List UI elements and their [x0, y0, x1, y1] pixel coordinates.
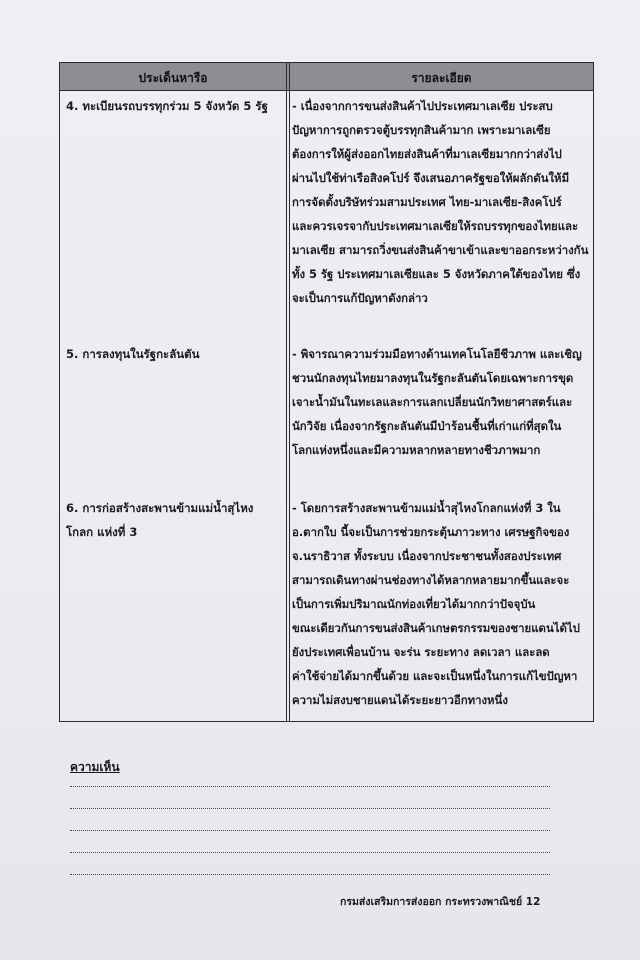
detail-line: ค่าใช้จ่ายได้มากขึ้นด้วย และจะเป็นหนึ่งในการแก้ไขปัญหา	[292, 669, 578, 683]
detail-line: ทั้ง 5 รัฐ ประเทศมาเลเซียและ 5 จังหวัดภาคใต้ของไทย ซึ่ง	[292, 267, 581, 281]
detail-line: ยังประเทศเพื่อนบ้าน จะร่น ระยะทาง ลดเวลา และลด	[292, 645, 550, 659]
detail-line: และควรเจรจากับประเทศมาเลเซียให้รถบรรทุกของไทยและ	[292, 219, 579, 233]
header-topic: ประเด็นหารือ	[138, 71, 208, 85]
detail-line: ความไม่สงบชายแดนได้ระยะยาวอีกทางหนึ่ง	[292, 693, 508, 707]
comment-line	[70, 852, 550, 853]
detail-line: มาเลเซีย สามารถวิ่งขนส่งสินค้าขาเข้าและขาออกระหว่างกัน	[292, 243, 589, 257]
detail-row-5	[292, 342, 592, 462]
detail-line: ต้องการให้ผู้ส่งออกไทยส่งสินค้าที่มาเลเซียมากกว่าส่งไป	[292, 147, 562, 161]
header-detail: รายละเอียด	[411, 71, 472, 85]
comment-line	[70, 786, 550, 787]
detail-row-6	[292, 496, 592, 712]
table-header	[60, 63, 593, 91]
page-footer: กรมส่งเสริมการส่งออก กระทรวงพาณิชย์ 12	[340, 896, 541, 908]
detail-line: โลกแห่งหนึ่งและมีความหลากหลายทางชีวภาพมาก	[292, 443, 541, 457]
topic-row-4	[66, 94, 286, 118]
detail-line: ปัญหาการถูกตรวจตู้บรรทุกสินค้ามาก เพราะมาเลเซีย	[292, 123, 551, 137]
column-divider	[286, 63, 290, 721]
detail-line: ชวนนักลงทุนไทยมาลงทุนในรัฐกะลันตันโดยเฉพาะการขุด	[292, 371, 574, 385]
comment-line	[70, 830, 550, 831]
detail-line: - พิจารณาความร่วมมือทางด้านเทคโนโลยีชีวภาพ และเชิญ	[292, 347, 582, 361]
topic-line: 6. การก่อสร้างสะพานข้ามแม่น้ำสุไหง	[66, 501, 254, 515]
comment-line	[70, 874, 550, 875]
topic-line: 5. การลงทุนในรัฐกะลันตัน	[66, 347, 200, 361]
detail-line: การจัดตั้งบริษัทร่วมสามประเทศ ไทย-มาเลเซีย-สิงคโปร์	[292, 195, 562, 209]
comment-title: ความเห็น	[70, 760, 120, 774]
topic-row-6	[66, 496, 286, 544]
detail-line: จ.นราธิวาส ทั้งระบบ เนื่องจากประชาชนทั้งสองประเทศ	[292, 549, 562, 563]
detail-line: นักวิจัย เนื่องจากรัฐกะลันตันมีป่าร้อนชื้นที่เก่าแก่ที่สุดใน	[292, 419, 562, 433]
detail-line: เป็นการเพิ่มปริมาณนักท่องเที่ยวได้มากกว่าปัจจุบัน	[292, 597, 536, 611]
detail-line: จะเป็นการแก้ปัญหาดังกล่าว	[292, 291, 428, 305]
topic-row-5	[66, 342, 286, 366]
comment-line	[70, 808, 550, 809]
detail-line: อ.ตากใบ นี้จะเป็นการช่วยกระตุ้นภาวะทาง เศรษฐกิจของ	[292, 525, 570, 539]
topic-line: 4. ทะเบียนรถบรรทุกร่วม 5 จังหวัด 5 รัฐ	[66, 99, 268, 113]
detail-line: - โดยการสร้างสะพานข้ามแม่น้ำสุไหงโกลกแห่งที่ 3 ใน	[292, 501, 561, 515]
detail-line: ขณะเดียวกันการขนส่งสินค้าเกษตรกรรมของชายแดนได้ไป	[292, 621, 580, 635]
detail-line: เจาะน้ำมันในทะเลและการแลกเปลี่ยนนักวิทยาศาสตร์และ	[292, 395, 573, 409]
topic-line: โกลก แห่งที่ 3	[66, 525, 138, 539]
detail-row-4	[292, 94, 592, 310]
detail-line: - เนื่องจากการขนส่งสินค้าไปประเทศมาเลเซีย ประสบ	[292, 99, 553, 113]
detail-line: สามารถเดินทางผ่านช่องทางได้หลากหลายมากขึ้นและจะ	[292, 573, 570, 587]
detail-line: ผ่านไปใช้ท่าเรือสิงคโปร์ จึงเสนอภาครัฐขอให้ผลักดันให้มี	[292, 171, 570, 185]
